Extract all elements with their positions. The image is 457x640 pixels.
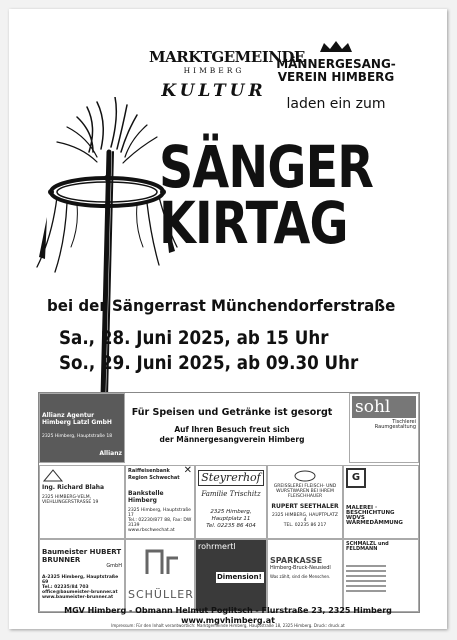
- brunner-address: A-2325 Himberg, Hauptstraße 69: [42, 575, 119, 585]
- raiffeisen-web: www.rbschwechat.at: [128, 528, 175, 533]
- raiffeisen-address: 2325 Himberg, Hauptstraße 17: [128, 508, 191, 518]
- date-sunday: So., 29. Juni 2025, ab 09.30 Uhr: [59, 352, 359, 374]
- sponsor-sohl: [349, 393, 419, 463]
- pig-icon: [292, 468, 318, 482]
- kultur-label: KULTUR: [161, 81, 267, 101]
- event-title: [159, 133, 380, 257]
- welcome-line1: Auf Ihren Besuch freut sich: [174, 425, 290, 434]
- pipes-icon: [142, 546, 182, 576]
- date-saturday: Sa., 28. Juni 2025, ab 15 Uhr: [59, 327, 329, 349]
- raiffeisen-logo-icon: ✕: [183, 465, 192, 476]
- mgv-name-line2: VEREIN HIMBERG: [277, 70, 395, 84]
- sparkasse-slogan: Was zählt, sind die Menschen.: [270, 574, 331, 579]
- sohl-tagline: Tischlerei Raumgestaltung: [374, 419, 416, 430]
- seethaler-phone: TEL. 02235 86 217: [283, 523, 327, 528]
- footer-imprint: Impressum: Für den Inhalt verantwortlich: Marktgemeinde Himberg, Hauptstraße 18, 2325 Himberg. Druck: druck.at: [111, 623, 345, 628]
- footer-address: MGV Himberg - Obmann Helmut Poglitsch - Flurstraße 23, 2325 Himberg: [64, 606, 392, 615]
- brunner-suffix: GmbH: [106, 563, 122, 569]
- raiffeisen-phone: Tel.: 02230/877 88, Fax: DW 3139: [128, 518, 192, 528]
- sponsor-schueller: [125, 539, 195, 612]
- building-icon: [346, 562, 386, 592]
- sponsor-grid: [38, 392, 420, 613]
- footer-website[interactable]: www.mgvhimberg.at: [181, 616, 275, 625]
- brunner-phone: Tel.: 02235/84 703: [42, 585, 89, 590]
- sponsor-allianz: [39, 393, 125, 463]
- marktgemeinde-name: MARKTGEMEINDE: [149, 48, 305, 66]
- sponsor-feldmann: [343, 539, 419, 612]
- poster: [9, 9, 447, 629]
- sparkasse-sub: Himberg-Bruck-Neusiedl: [270, 565, 331, 571]
- blaha-address: 2325 HIMBERG-VELM, VIEHLUNGERSTRASSE 19: [42, 495, 99, 505]
- rohrmertl-name: rohrmertl: [198, 542, 236, 551]
- food-drinks-text: Für Speisen und Getränke ist gesorgt: [131, 407, 333, 418]
- mgv-logo: [271, 39, 401, 112]
- schueller-name: SCHÜLLER: [128, 588, 194, 601]
- malerei-line1: MALEREI · BESCHICHTUNG: [346, 505, 395, 516]
- blaha-name: Ing. Richard Blaha: [42, 484, 105, 491]
- sponsor-rohrmertl: [195, 539, 267, 612]
- mgv-name-line1: MÄNNERGESANG-: [276, 57, 396, 71]
- raiffeisen-branch: Bankstelle Himberg: [128, 490, 164, 504]
- seethaler-name: RUPERT SEETHALER: [271, 503, 339, 510]
- sponsor-malerei: [343, 465, 419, 539]
- sponsor-sparkasse: [267, 539, 343, 612]
- brunner-email: office@baumeister-brunner.at: [42, 590, 118, 595]
- brunner-web: www.baumeister-brunner.at: [42, 595, 114, 600]
- rohrmertl-tagline: Dimension!: [216, 572, 264, 583]
- steyrerhof-phone: Tel. 02235 86 404: [206, 523, 256, 529]
- sponsor-steyrerhof: [195, 465, 267, 539]
- raiffeisen-name: Raiffeisenbank Region Schwechat: [128, 468, 180, 481]
- welcome-line2: der Männergesangverein Himberg: [159, 435, 305, 444]
- steyrerhof-family: Familie Trischitz: [201, 490, 261, 498]
- sohl-name: sohl: [352, 396, 416, 418]
- sponsor-raiffeisen: [125, 465, 195, 539]
- invite-text: laden ein zum: [286, 96, 386, 112]
- sponsor-blaha: [39, 465, 125, 539]
- house-icon: [42, 468, 64, 482]
- malerei-logo-icon: G: [346, 468, 366, 488]
- feldmann-name: SCHMALZL und FELDMANN: [346, 541, 389, 552]
- sponsor-seethaler: [267, 465, 343, 539]
- venue-subtitle: bei der Sängerrast Münchendorferstraße: [47, 296, 396, 315]
- steyrerhof-address: 2325 Himberg, Hauptplatz 11: [210, 509, 252, 522]
- marktgemeinde-location: HIMBERG: [183, 66, 245, 75]
- title-line1: SÄNGER: [159, 133, 374, 201]
- allianz-brand: Allianz: [99, 450, 122, 457]
- steyrerhof-name: Steyrerhof: [198, 470, 264, 486]
- brunner-name: Baumeister HUBERT BRUNNER: [42, 548, 122, 564]
- malerei-line2: WDVS WÄRMEDÄMMUNG: [346, 515, 403, 526]
- crown-icon: [316, 40, 356, 54]
- seethaler-title: GREISSLEREI FLEISCH- UND WURSTWAREN BEI IHREM FLEISCHHAUER: [273, 484, 337, 499]
- allianz-name: Allianz Agentur Himberg Latzl GmbH: [42, 412, 112, 426]
- welcome-box: [125, 393, 339, 463]
- allianz-address: 2325 Himberg, Hauptstraße 18: [42, 434, 113, 439]
- sparkasse-name: SPARKASSE: [270, 556, 323, 565]
- title-line2: KIRTAG: [159, 189, 348, 257]
- marktgemeinde-logo: [149, 48, 305, 101]
- seethaler-address: 2325 HIMBERG, HAUPTPLATZ 4: [272, 513, 338, 523]
- sponsor-brunner: [39, 539, 125, 612]
